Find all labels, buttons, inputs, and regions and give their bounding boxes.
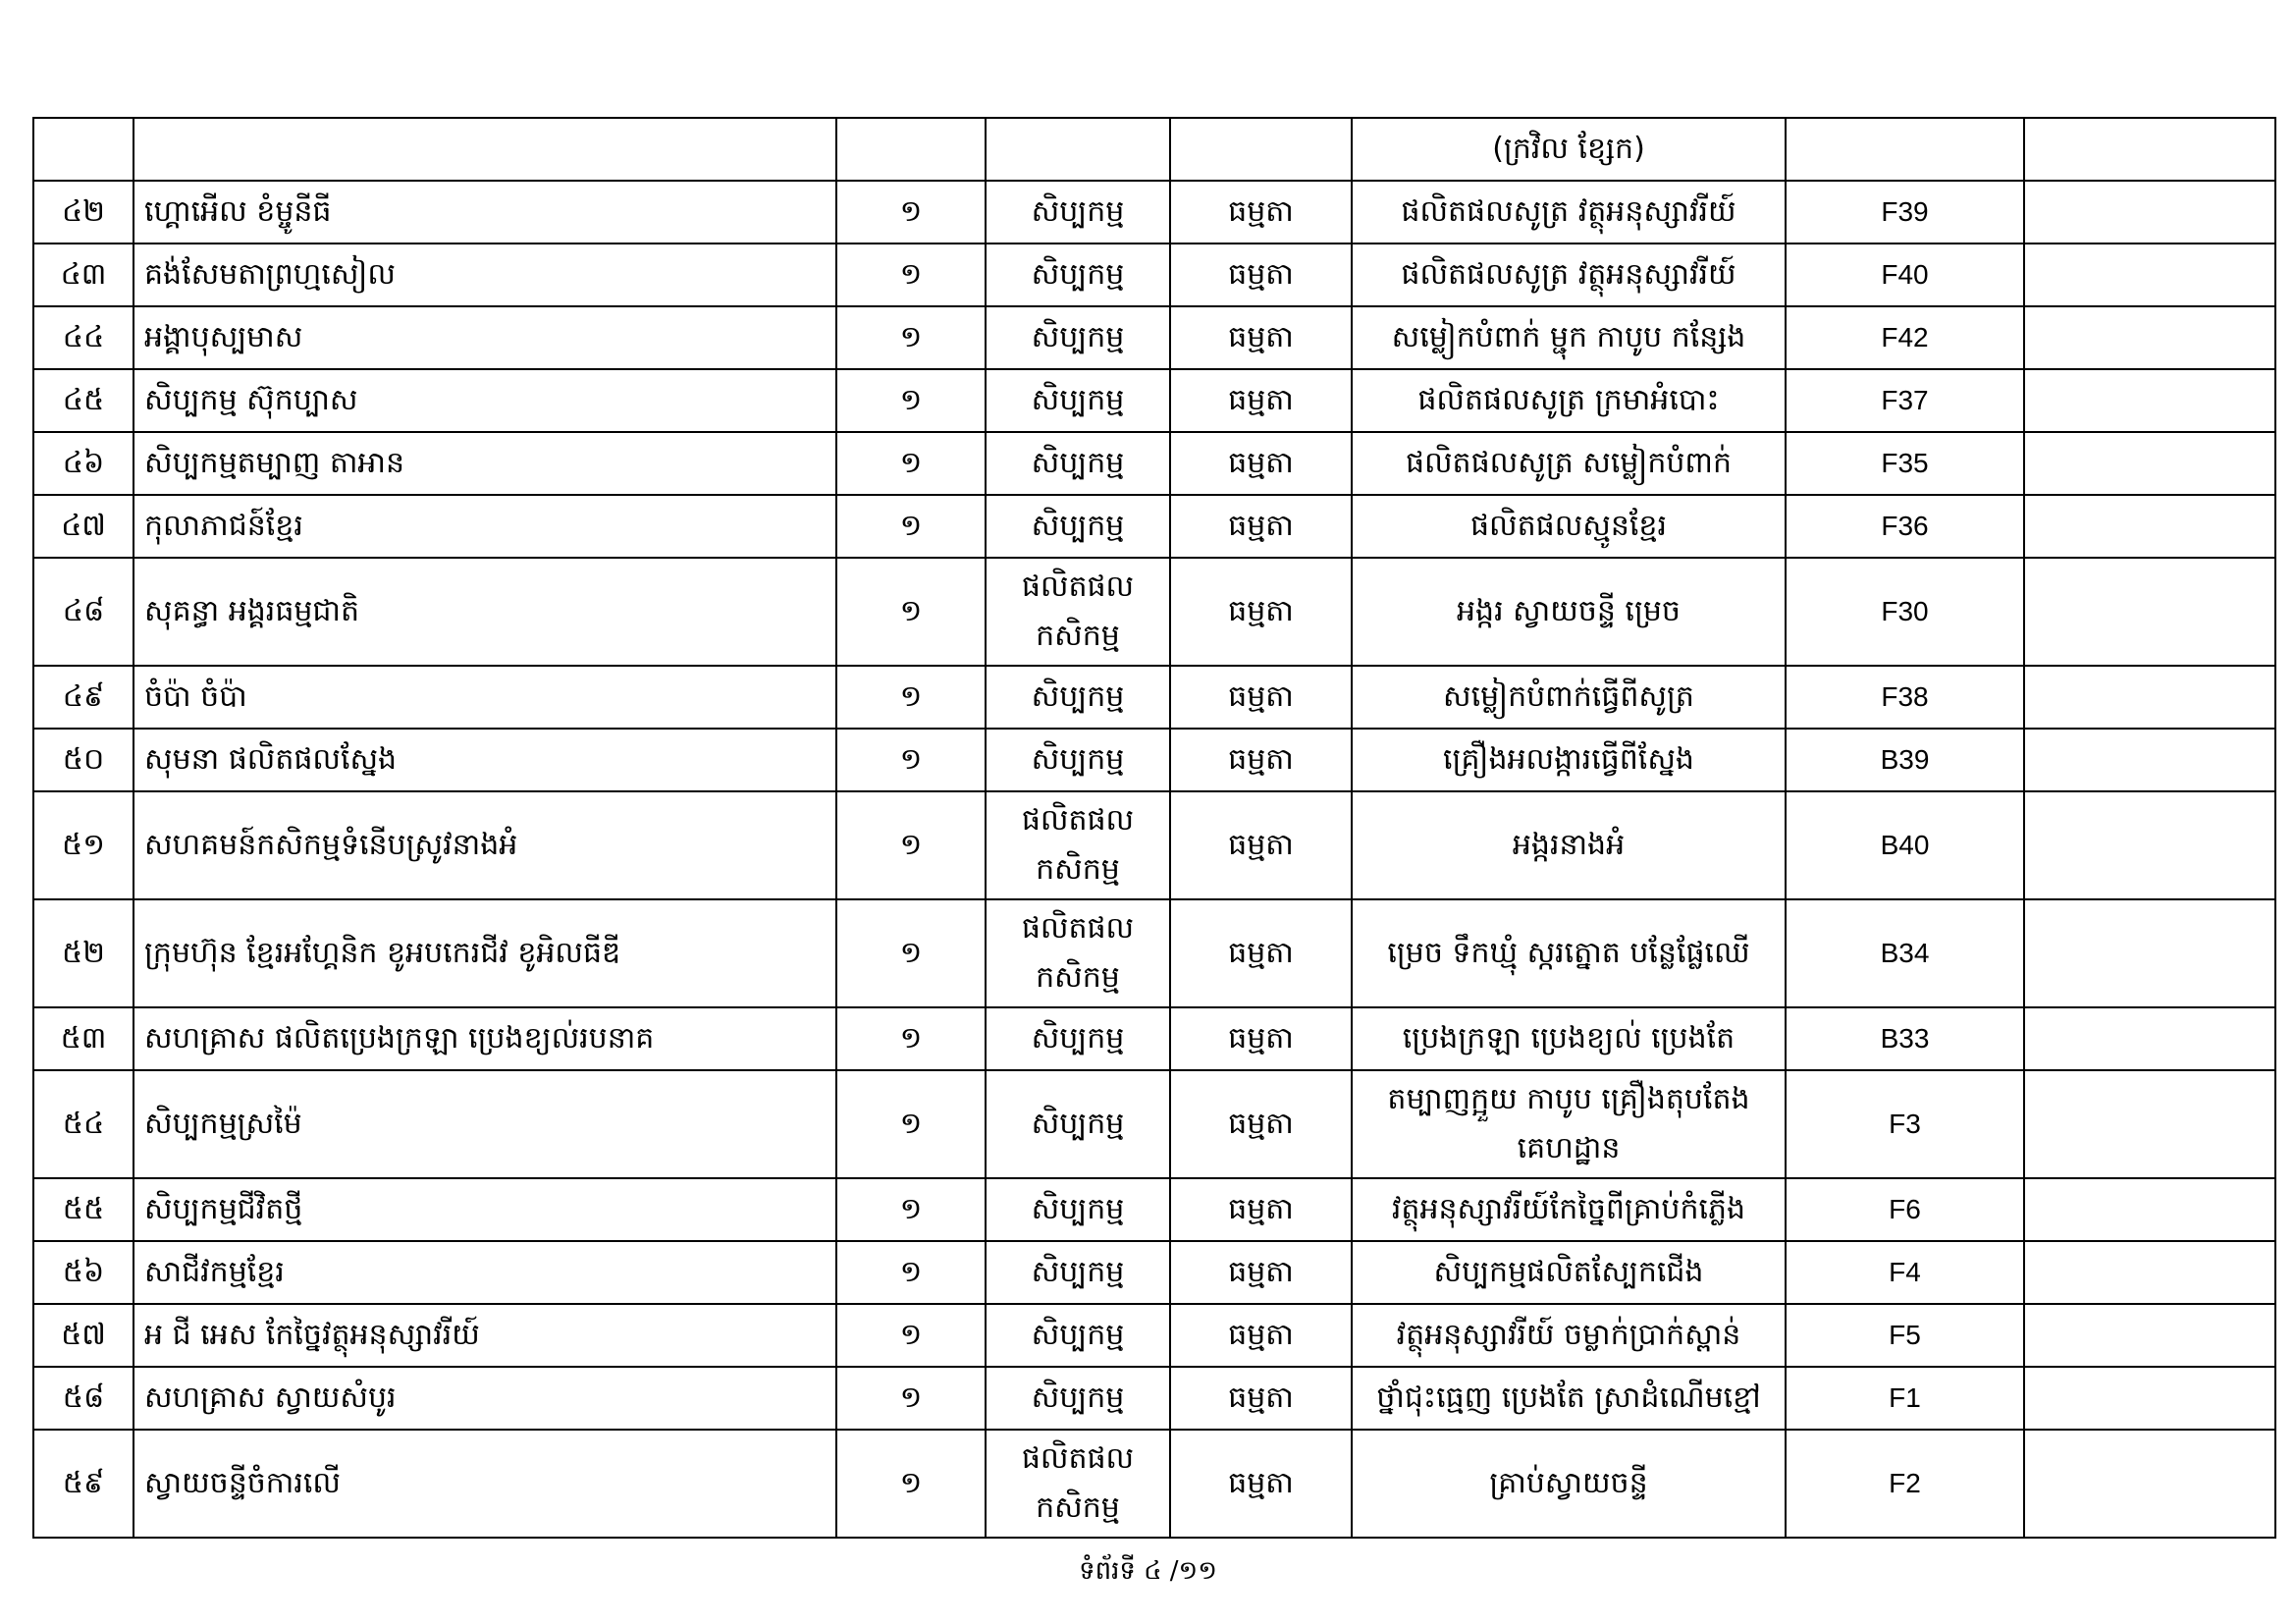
cell-product: សម្លៀកបំពាក់ធ្វើពីសូត្រ xyxy=(1352,666,1786,729)
cell-product: ប្រេងក្រឡា ប្រេងខ្យល់ ប្រេងតែ xyxy=(1352,1007,1786,1070)
cell-qty: ១ xyxy=(836,369,986,432)
table-row xyxy=(33,1178,2275,1241)
cell-name: សុមនា ផលិតផលស្នែង xyxy=(133,729,836,791)
table-row xyxy=(33,181,2275,244)
table-row xyxy=(33,1430,2275,1538)
cell-product: (ក្រវិល ខ្សែក) xyxy=(1352,118,1786,181)
cell-qty xyxy=(836,118,986,181)
cell-product: ផលិតផលសូត្រ វត្ថុអនុស្សាវរីយ៍ xyxy=(1352,181,1786,244)
table-row xyxy=(33,1241,2275,1304)
cell-no: ៥៨ xyxy=(33,1367,133,1430)
cell-qty: ១ xyxy=(836,1241,986,1304)
cell-note xyxy=(2024,495,2275,558)
table-row xyxy=(33,899,2275,1007)
cell-owner: ធម្មតា xyxy=(1170,1367,1352,1430)
cell-code: F4 xyxy=(1786,1241,2024,1304)
table-row xyxy=(33,1007,2275,1070)
cell-type xyxy=(986,118,1170,181)
cell-name xyxy=(133,118,836,181)
cell-type: សិប្បកម្ម xyxy=(986,1367,1170,1430)
cell-type: សិប្បកម្ម xyxy=(986,666,1170,729)
cell-name: សិប្បកម្មស្រម៉ៃ xyxy=(133,1070,836,1178)
cell-name: សិប្បកម្ម ស៊ុកប្បាស xyxy=(133,369,836,432)
cell-no: ៥៦ xyxy=(33,1241,133,1304)
cell-product: អង្ករនាងអំ xyxy=(1352,791,1786,899)
cell-type: សិប្បកម្ម xyxy=(986,1241,1170,1304)
cell-type: សិប្បកម្ម xyxy=(986,1304,1170,1367)
cell-owner: ធម្មតា xyxy=(1170,369,1352,432)
cell-type: ផលិតផល កសិកម្ម xyxy=(986,791,1170,899)
cell-no: ៤៥ xyxy=(33,369,133,432)
cell-qty: ១ xyxy=(836,306,986,369)
cell-no: ៤៣ xyxy=(33,244,133,306)
cell-name: សហគ្រាស ផលិតប្រេងក្រឡា ប្រេងខ្យល់របនាគ xyxy=(133,1007,836,1070)
cell-owner: ធម្មតា xyxy=(1170,666,1352,729)
table-row xyxy=(33,1070,2275,1178)
cell-product: វត្ថុអនុស្សាវរីយ៍ ចម្លាក់ប្រាក់ស្ពាន់ xyxy=(1352,1304,1786,1367)
cell-note xyxy=(2024,791,2275,899)
cell-product: ផលិតផលសូត្រ ក្រមាអំបោះ xyxy=(1352,369,1786,432)
cell-no xyxy=(33,118,133,181)
cell-code: F39 xyxy=(1786,181,2024,244)
cell-qty: ១ xyxy=(836,791,986,899)
cell-code: F37 xyxy=(1786,369,2024,432)
cell-note xyxy=(2024,899,2275,1007)
cell-owner: ធម្មតា xyxy=(1170,558,1352,666)
cell-product: ថ្នាំជុះធ្មេញ ប្រេងតែ ស្រាដំណើមខ្មៅ xyxy=(1352,1367,1786,1430)
table-body xyxy=(33,118,2275,1538)
cell-owner: ធម្មតា xyxy=(1170,791,1352,899)
cell-owner: ធម្មតា xyxy=(1170,1241,1352,1304)
cell-note xyxy=(2024,432,2275,495)
table-row xyxy=(33,1367,2275,1430)
cell-owner: ធម្មតា xyxy=(1170,729,1352,791)
cell-type: សិប្បកម្ម xyxy=(986,306,1170,369)
cell-product: គ្រឿងអលង្ការធ្វើពីស្នែង xyxy=(1352,729,1786,791)
cell-product: សិប្បកម្មផលិតស្បែកជើង xyxy=(1352,1241,1786,1304)
cell-owner: ធម្មតា xyxy=(1170,899,1352,1007)
cell-qty: ១ xyxy=(836,899,986,1007)
cell-owner: ធម្មតា xyxy=(1170,432,1352,495)
cell-name: ចំប៉ា ចំប៉ា xyxy=(133,666,836,729)
cell-code: F5 xyxy=(1786,1304,2024,1367)
cell-no: ៥០ xyxy=(33,729,133,791)
cell-product: សម្លៀកបំពាក់ ម្ជុក កាបូប កន្សែង xyxy=(1352,306,1786,369)
cell-name: អ ជី អេស កែច្នៃវត្ថុអនុស្សាវរីយ៍ xyxy=(133,1304,836,1367)
cell-name: គង់សែមតាព្រហ្មសៀល xyxy=(133,244,836,306)
cell-type: សិប្បកម្ម xyxy=(986,432,1170,495)
table-row xyxy=(33,369,2275,432)
cell-name: សហគមន៍កសិកម្មទំនើបស្រូវនាងអំ xyxy=(133,791,836,899)
cell-note xyxy=(2024,729,2275,791)
cell-type: សិប្បកម្ម xyxy=(986,1007,1170,1070)
cell-product: ផលិតផលស្មូនខ្មែរ xyxy=(1352,495,1786,558)
cell-owner: ធម្មតា xyxy=(1170,244,1352,306)
cell-owner xyxy=(1170,118,1352,181)
cell-product: គ្រាប់ស្វាយចន្ទី xyxy=(1352,1430,1786,1538)
cell-code: F30 xyxy=(1786,558,2024,666)
cell-name: សុគន្ធា អង្គរធម្មជាតិ xyxy=(133,558,836,666)
cell-no: ៥២ xyxy=(33,899,133,1007)
cell-owner: ធម្មតា xyxy=(1170,1430,1352,1538)
table-row xyxy=(33,306,2275,369)
cell-no: ៤៨ xyxy=(33,558,133,666)
cell-name: សិប្បកម្មជីវិតថ្មី xyxy=(133,1178,836,1241)
cell-no: ៤៦ xyxy=(33,432,133,495)
cell-qty: ១ xyxy=(836,558,986,666)
enterprise-table xyxy=(32,117,2276,1539)
cell-name: សាជីវកម្មខ្មែរ xyxy=(133,1241,836,1304)
table-row xyxy=(33,495,2275,558)
cell-type: សិប្បកម្ម xyxy=(986,244,1170,306)
cell-code: F40 xyxy=(1786,244,2024,306)
cell-name: ហ្គោអើល ខំម្ចូនីធី xyxy=(133,181,836,244)
cell-note xyxy=(2024,666,2275,729)
cell-owner: ធម្មតា xyxy=(1170,1007,1352,1070)
cell-no: ៤៤ xyxy=(33,306,133,369)
cell-type: សិប្បកម្ម xyxy=(986,1178,1170,1241)
cell-note xyxy=(2024,558,2275,666)
cell-product: ម្រេច ទឹកឃ្មុំ ស្ករត្នោត បន្លែផ្លែឈើ xyxy=(1352,899,1786,1007)
cell-qty: ១ xyxy=(836,432,986,495)
table-row xyxy=(33,558,2275,666)
cell-owner: ធម្មតា xyxy=(1170,181,1352,244)
cell-type: សិប្បកម្ម xyxy=(986,495,1170,558)
cell-type: សិប្បកម្ម xyxy=(986,1070,1170,1178)
cell-code: F6 xyxy=(1786,1178,2024,1241)
cell-qty: ១ xyxy=(836,666,986,729)
cell-no: ៥៩ xyxy=(33,1430,133,1538)
cell-note xyxy=(2024,1070,2275,1178)
cell-qty: ១ xyxy=(836,244,986,306)
cell-name: សហគ្រាស ស្វាយសំបូរ xyxy=(133,1367,836,1430)
table-row xyxy=(33,432,2275,495)
cell-code: F1 xyxy=(1786,1367,2024,1430)
cell-owner: ធម្មតា xyxy=(1170,1178,1352,1241)
cell-code: B39 xyxy=(1786,729,2024,791)
cell-code: F42 xyxy=(1786,306,2024,369)
table-row xyxy=(33,729,2275,791)
cell-no: ៥៣ xyxy=(33,1007,133,1070)
table-row xyxy=(33,791,2275,899)
cell-type: សិប្បកម្ម xyxy=(986,729,1170,791)
cell-product: វត្ថុអនុស្សាវរីយ៍កែច្នៃពីគ្រាប់កំភ្លើង xyxy=(1352,1178,1786,1241)
cell-owner: ធម្មតា xyxy=(1170,306,1352,369)
table-row xyxy=(33,1304,2275,1367)
cell-no: ៥៥ xyxy=(33,1178,133,1241)
cell-note xyxy=(2024,1367,2275,1430)
cell-product: តម្បាញក្អួយ កាបូប គ្រឿងតុបតែងគេហដ្ឋាន xyxy=(1352,1070,1786,1178)
cell-product: ផលិតផលសូត្រ សម្លៀកបំពាក់ xyxy=(1352,432,1786,495)
cell-no: ៥១ xyxy=(33,791,133,899)
cell-qty: ១ xyxy=(836,1304,986,1367)
cell-note xyxy=(2024,118,2275,181)
cell-name: សិប្បកម្មតម្បាញ តាអាន xyxy=(133,432,836,495)
cell-owner: ធម្មតា xyxy=(1170,1070,1352,1178)
cell-qty: ១ xyxy=(836,181,986,244)
cell-type: ផលិតផល កសិកម្ម xyxy=(986,899,1170,1007)
cell-code: F3 xyxy=(1786,1070,2024,1178)
cell-note xyxy=(2024,306,2275,369)
cell-type: ផលិតផល កសិកម្ម xyxy=(986,558,1170,666)
cell-code: B33 xyxy=(1786,1007,2024,1070)
cell-qty: ១ xyxy=(836,1367,986,1430)
cell-qty: ១ xyxy=(836,1070,986,1178)
table-row-continuation xyxy=(33,118,2275,181)
cell-qty: ១ xyxy=(836,1178,986,1241)
cell-type: សិប្បកម្ម xyxy=(986,181,1170,244)
cell-qty: ១ xyxy=(836,1007,986,1070)
cell-note xyxy=(2024,1430,2275,1538)
cell-code: F35 xyxy=(1786,432,2024,495)
cell-no: ៤៩ xyxy=(33,666,133,729)
cell-no: ៤៧ xyxy=(33,495,133,558)
cell-name: អង្គាបុស្បមាស xyxy=(133,306,836,369)
cell-note xyxy=(2024,1178,2275,1241)
cell-name: កុលាភាជន៍ខ្មែរ xyxy=(133,495,836,558)
cell-note xyxy=(2024,1007,2275,1070)
cell-type: ផលិតផល កសិកម្ម xyxy=(986,1430,1170,1538)
cell-product: អង្ករ ស្វាយចន្ទី ម្រេច xyxy=(1352,558,1786,666)
cell-code: F38 xyxy=(1786,666,2024,729)
table-row xyxy=(33,244,2275,306)
cell-code: F2 xyxy=(1786,1430,2024,1538)
cell-name: ក្រុមហ៊ុន ខ្មែរអហ្គែនិក ខូអបកេរជីវ ខូអិលធីឌី xyxy=(133,899,836,1007)
page-number: ទំព័រទី ៤ /១១ xyxy=(1079,1556,1217,1586)
cell-qty: ១ xyxy=(836,495,986,558)
cell-code xyxy=(1786,118,2024,181)
cell-owner: ធម្មតា xyxy=(1170,1304,1352,1367)
cell-type: សិប្បកម្ម xyxy=(986,369,1170,432)
cell-note xyxy=(2024,369,2275,432)
cell-no: ៥៧ xyxy=(33,1304,133,1367)
cell-no: ៤២ xyxy=(33,181,133,244)
cell-code: B40 xyxy=(1786,791,2024,899)
cell-owner: ធម្មតា xyxy=(1170,495,1352,558)
cell-qty: ១ xyxy=(836,729,986,791)
cell-code: B34 xyxy=(1786,899,2024,1007)
table-row xyxy=(33,666,2275,729)
cell-name: ស្វាយចន្ទីចំការលើ xyxy=(133,1430,836,1538)
cell-note xyxy=(2024,244,2275,306)
cell-code: F36 xyxy=(1786,495,2024,558)
cell-no: ៥៤ xyxy=(33,1070,133,1178)
cell-qty: ១ xyxy=(836,1430,986,1538)
cell-product: ផលិតផលសូត្រ វត្ថុអនុស្សាវរីយ៍ xyxy=(1352,244,1786,306)
cell-note xyxy=(2024,181,2275,244)
cell-note xyxy=(2024,1304,2275,1367)
cell-note xyxy=(2024,1241,2275,1304)
